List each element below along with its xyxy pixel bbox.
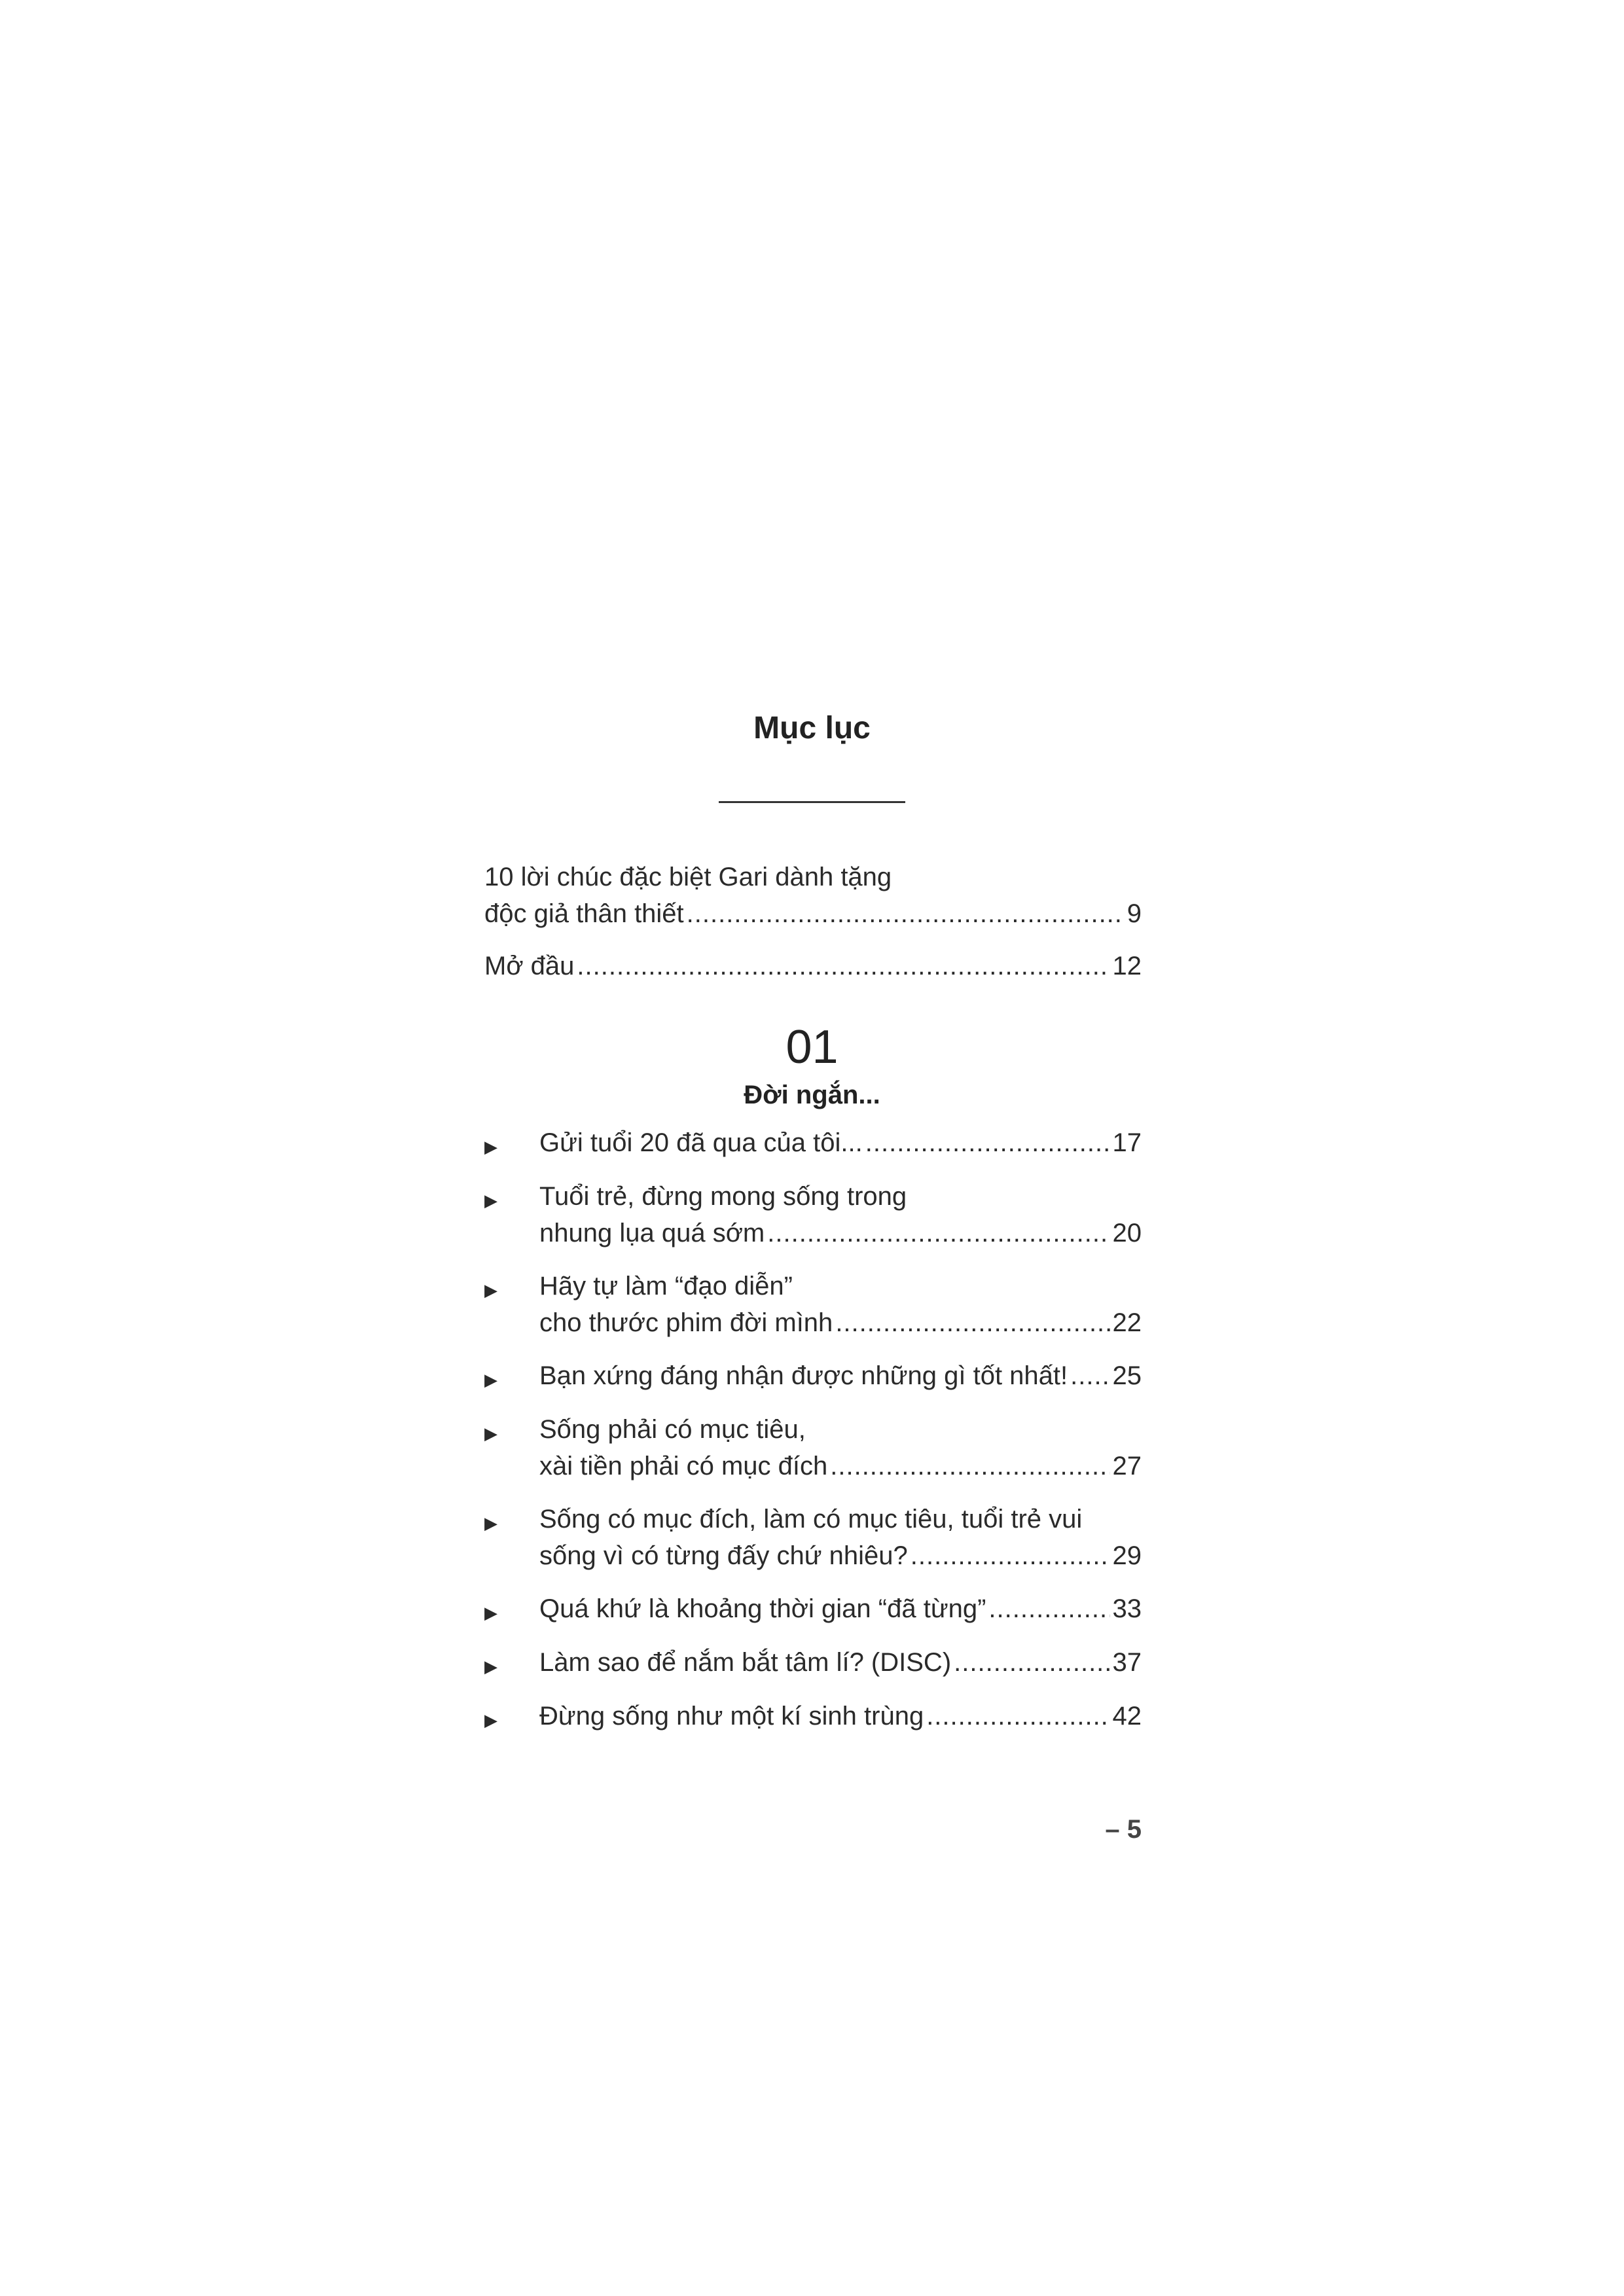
toc-entry-last-line	[539, 1304, 1142, 1341]
toc-entry-last-line	[539, 1590, 1142, 1627]
toc-page-number: 42	[1112, 1702, 1142, 1731]
toc-entry-last-line	[539, 1698, 1142, 1734]
triangle-right-icon: ▶	[484, 1657, 497, 1676]
toc-entry-dedication[interactable]	[484, 859, 1142, 932]
dot-leader	[577, 948, 1110, 984]
toc-entry[interactable]	[484, 1644, 1142, 1683]
toc-entry-last-line	[484, 895, 1142, 932]
toc-entry-line: Sống có mục đích, làm có mục tiêu, tuổi trẻ vui	[539, 1505, 1083, 1534]
toc-entry-last-line	[539, 1644, 1142, 1681]
toc-page-number: 25	[1112, 1361, 1142, 1390]
dot-leader	[865, 1124, 1110, 1161]
toc-entry-intro[interactable]	[484, 948, 1142, 984]
toc-entry-last-line	[539, 1357, 1142, 1394]
toc-entry[interactable]	[484, 1357, 1142, 1397]
toc-entry[interactable]	[484, 1501, 1142, 1574]
page-number: – 5	[1105, 1815, 1142, 1844]
toc-entry-text: Đừng sống như một kí sinh trùng	[539, 1702, 924, 1731]
page-title: Mục lục	[753, 711, 871, 745]
dot-leader	[830, 1448, 1110, 1484]
toc-entry-line: Hãy tự làm “đạo diễn”	[539, 1272, 793, 1300]
toc-entry-last-line	[539, 1537, 1142, 1574]
toc-entry-text: xài tiền phải có mục đích	[539, 1452, 828, 1480]
title-divider	[719, 801, 905, 803]
toc-entry-line: Tuổi trẻ, đừng mong sống trong	[539, 1182, 907, 1211]
chapter-number: 01	[785, 1021, 839, 1073]
toc-entry-text: Mở đầu	[484, 952, 575, 980]
chapter-title: Đời ngắn...	[744, 1081, 880, 1109]
toc-entry-last-line	[484, 948, 1142, 984]
toc-entry-text: cho thước phim đời mình	[539, 1308, 833, 1337]
toc-page-number: 33	[1112, 1594, 1142, 1623]
toc-entry-text: Làm sao để nắm bắt tâm lí? (DISC)	[539, 1648, 952, 1677]
toc-page-number: 20	[1112, 1219, 1142, 1247]
toc-entry[interactable]	[484, 1268, 1142, 1341]
toc-page-number: 12	[1112, 952, 1142, 980]
toc-entry-text: độc giả thân thiết	[484, 899, 684, 928]
dot-leader	[1070, 1357, 1110, 1394]
toc-entry[interactable]	[484, 1411, 1142, 1484]
triangle-right-icon: ▶	[484, 1280, 497, 1300]
triangle-right-icon: ▶	[484, 1370, 497, 1390]
dot-leader	[911, 1537, 1110, 1574]
dot-leader	[767, 1215, 1110, 1251]
toc-page-number: 27	[1112, 1452, 1142, 1480]
toc-entry-text: Gửi tuổi 20 đã qua của tôi...	[539, 1128, 863, 1157]
toc-entry-last-line	[539, 1215, 1142, 1251]
toc-entry-last-line	[539, 1448, 1142, 1484]
toc-page-number: 9	[1127, 899, 1142, 928]
toc-page-number: 37	[1112, 1648, 1142, 1677]
dot-leader	[926, 1698, 1110, 1734]
dot-leader	[687, 895, 1125, 932]
toc-entry[interactable]	[484, 1698, 1142, 1737]
dot-leader	[988, 1590, 1110, 1627]
toc-entry[interactable]	[484, 1590, 1142, 1630]
triangle-right-icon: ▶	[484, 1137, 497, 1157]
toc-entry-text: nhung lụa quá sớm	[539, 1219, 765, 1247]
triangle-right-icon: ▶	[484, 1710, 497, 1730]
toc-entry[interactable]	[484, 1124, 1142, 1164]
triangle-right-icon: ▶	[484, 1191, 497, 1210]
toc-page-number: 22	[1112, 1308, 1142, 1337]
toc-page-number: 29	[1112, 1541, 1142, 1570]
triangle-right-icon: ▶	[484, 1424, 497, 1443]
triangle-right-icon: ▶	[484, 1513, 497, 1533]
toc-entry-line: Sống phải có mục tiêu,	[539, 1415, 806, 1444]
toc-entry-line: 10 lời chúc đặc biệt Gari dành tặng	[484, 863, 892, 891]
toc-entry-text: Bạn xứng đáng nhận được những gì tốt nhất!	[539, 1361, 1068, 1390]
dot-leader	[835, 1304, 1110, 1341]
triangle-right-icon: ▶	[484, 1603, 497, 1623]
toc-entry-text: Quá khứ là khoảng thời gian “đã từng”	[539, 1594, 986, 1623]
toc-entry[interactable]	[484, 1178, 1142, 1251]
dot-leader	[954, 1644, 1110, 1681]
toc-entry-text: sống vì có từng đấy chứ nhiêu?	[539, 1541, 908, 1570]
toc-page-number: 17	[1112, 1128, 1142, 1157]
toc-entry-last-line	[539, 1124, 1142, 1161]
